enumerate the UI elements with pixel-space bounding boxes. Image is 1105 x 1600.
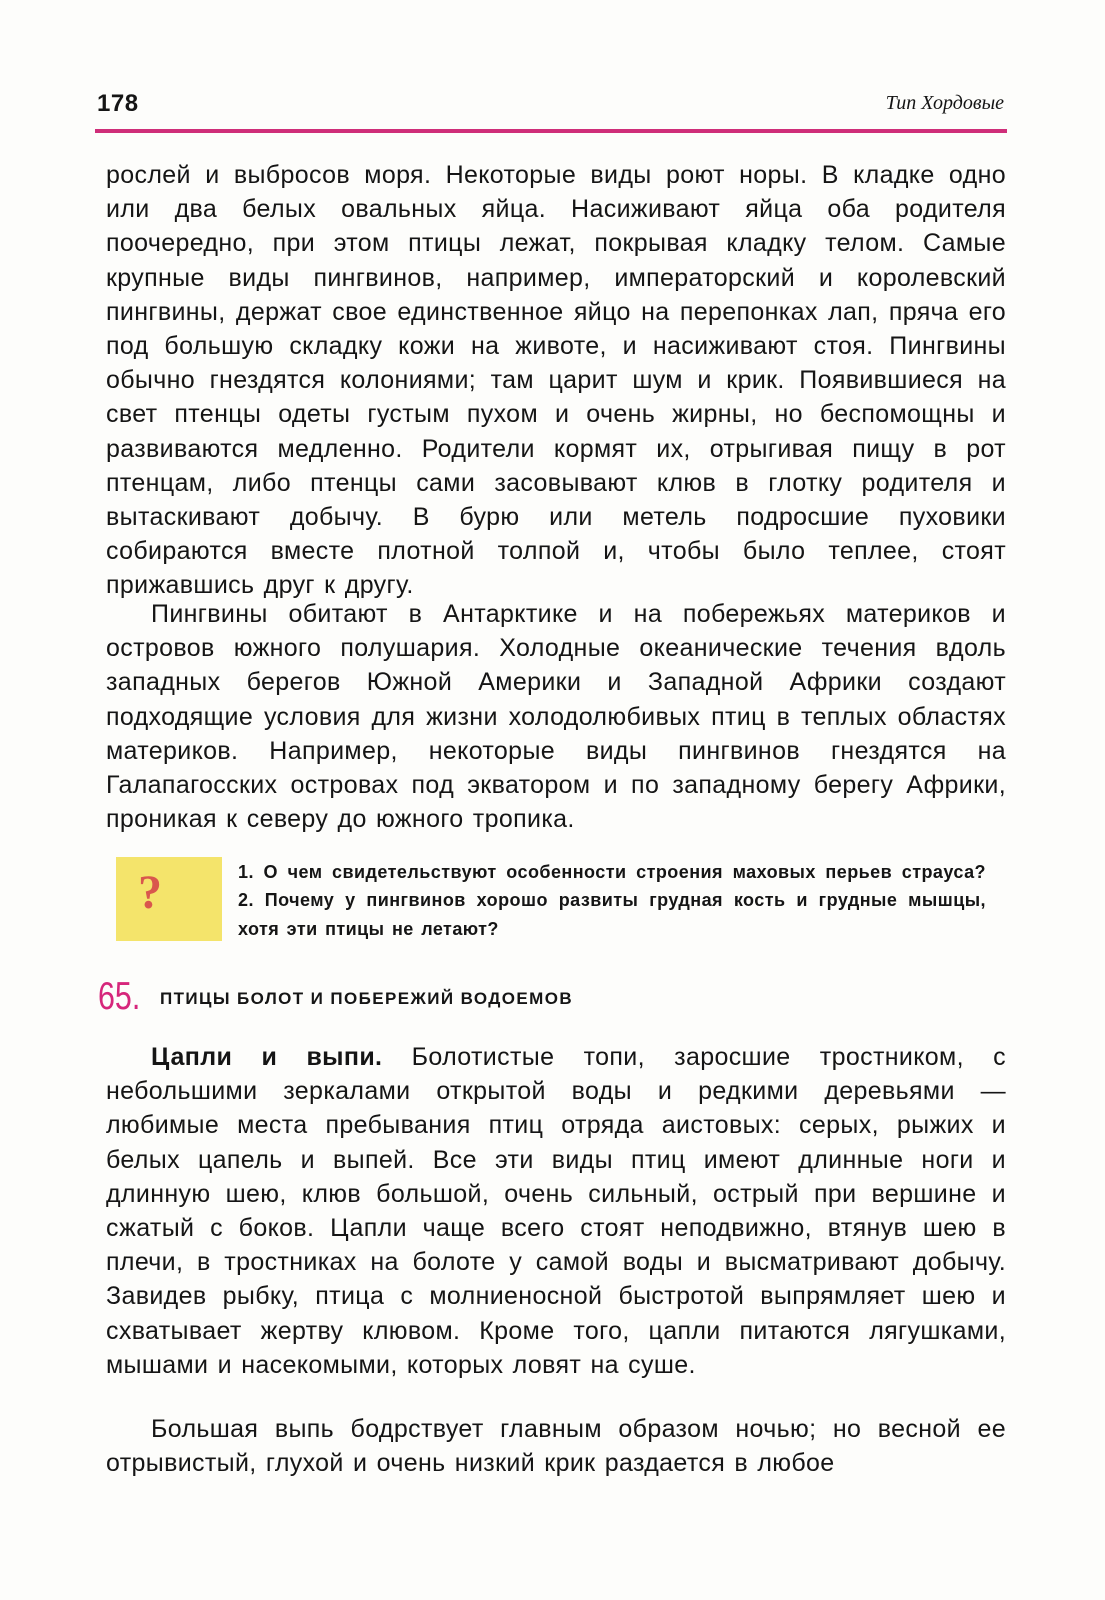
page-number: 178 <box>97 90 139 117</box>
run-in-heading: Цапли и выпи. <box>151 1043 383 1071</box>
great-bittern-paragraph: Большая выпь бодрствует главным образом ночью; но весной ее отрывистый, глухой и очень низкий крик раздается в любое <box>106 1415 1006 1478</box>
page-header <box>95 86 1007 132</box>
penguin-habitat-paragraph: Пингвины обитают в Антарктике и на побережьях материков и островов южного полушария. Холодные океанические течения вдоль западных берегов Южной Америки и Западной Африки создают подходящие условия для жизни холодолюбивых птиц в теплых областях материков. Например, некоторые виды пингвинов гнездятся на Галапагосских островах под экватором и по западному берегу Африки, проникая к северу до южного тропика. <box>106 600 1006 834</box>
continued-paragraph: рослей и выбросов моря. Некоторые виды роют норы. В кладке одно или два белых овальных яйца. Насиживают яйца оба родителя поочередно, при этом птицы лежат, покрывая кладку телом. Самые крупные виды пингвинов, например, императорский и королевский пингвины, держат свое единственное яйцо на перепонках лап, пряча его под большую складку кожи на животе, и насиживают стоя. Пингвины обычно гнездятся колониями; там царит шум и крик. Появившиеся на свет птенцы одеты густым пухом и очень жирны, но беспомощны и развиваются медленно. Родители кормят их, отрыгивая пищу в рот птенцам, либо птенцы сами засовывают клюв в глотку родителя и вытаскивают добычу. В бурю или метель подросшие пуховики собираются вместе плотной толпой и, чтобы было теплее, стоят прижавшись друг к другу. <box>106 161 1006 600</box>
question-marker <box>116 857 222 941</box>
herons-bitterns-paragraph <box>106 1040 1006 1382</box>
header-rule <box>95 129 1007 133</box>
herons-bitterns-text: Болотистые топи, заросшие тростником, с небольшими зеркалами открытой воды и редкими деревьями — любимые места пребывания птиц отряда аистовых: серых, рыжих и белых цапель и выпей. Все эти виды птиц имеют длинные ноги и длинную шею, клюв большой, очень сильный, острый при вершине и сжатый с боков. Цапли чаще всего стоят неподвижно, втянув шею в плечи, в тростниках на болоте у самой воды и высматривают добычу. Завидев рыбку, птица с молниеносной быстротой выпрямляет шею и схватывает жертву клювом. Кроме того, цапли питаются лягушками, мышами и насекомыми, которых ловят на суше. <box>106 1043 1007 1379</box>
running-head: Тип Хордовые <box>885 92 1004 114</box>
question-mark-icon: ? <box>138 866 162 919</box>
section-heading <box>98 973 798 1023</box>
section-number: 65. <box>98 975 141 1018</box>
review-questions: 1. О чем свидетельствуют особенности строения маховых перьев страуса? 2. Почему у пингвинов хорошо развиты грудная кость и грудные мышцы, хотя эти птицы не летают? <box>238 862 986 939</box>
section-title: ПТИЦЫ БОЛОТ И ПОБЕРЕЖИЙ ВОДОЕМОВ <box>160 989 574 1008</box>
